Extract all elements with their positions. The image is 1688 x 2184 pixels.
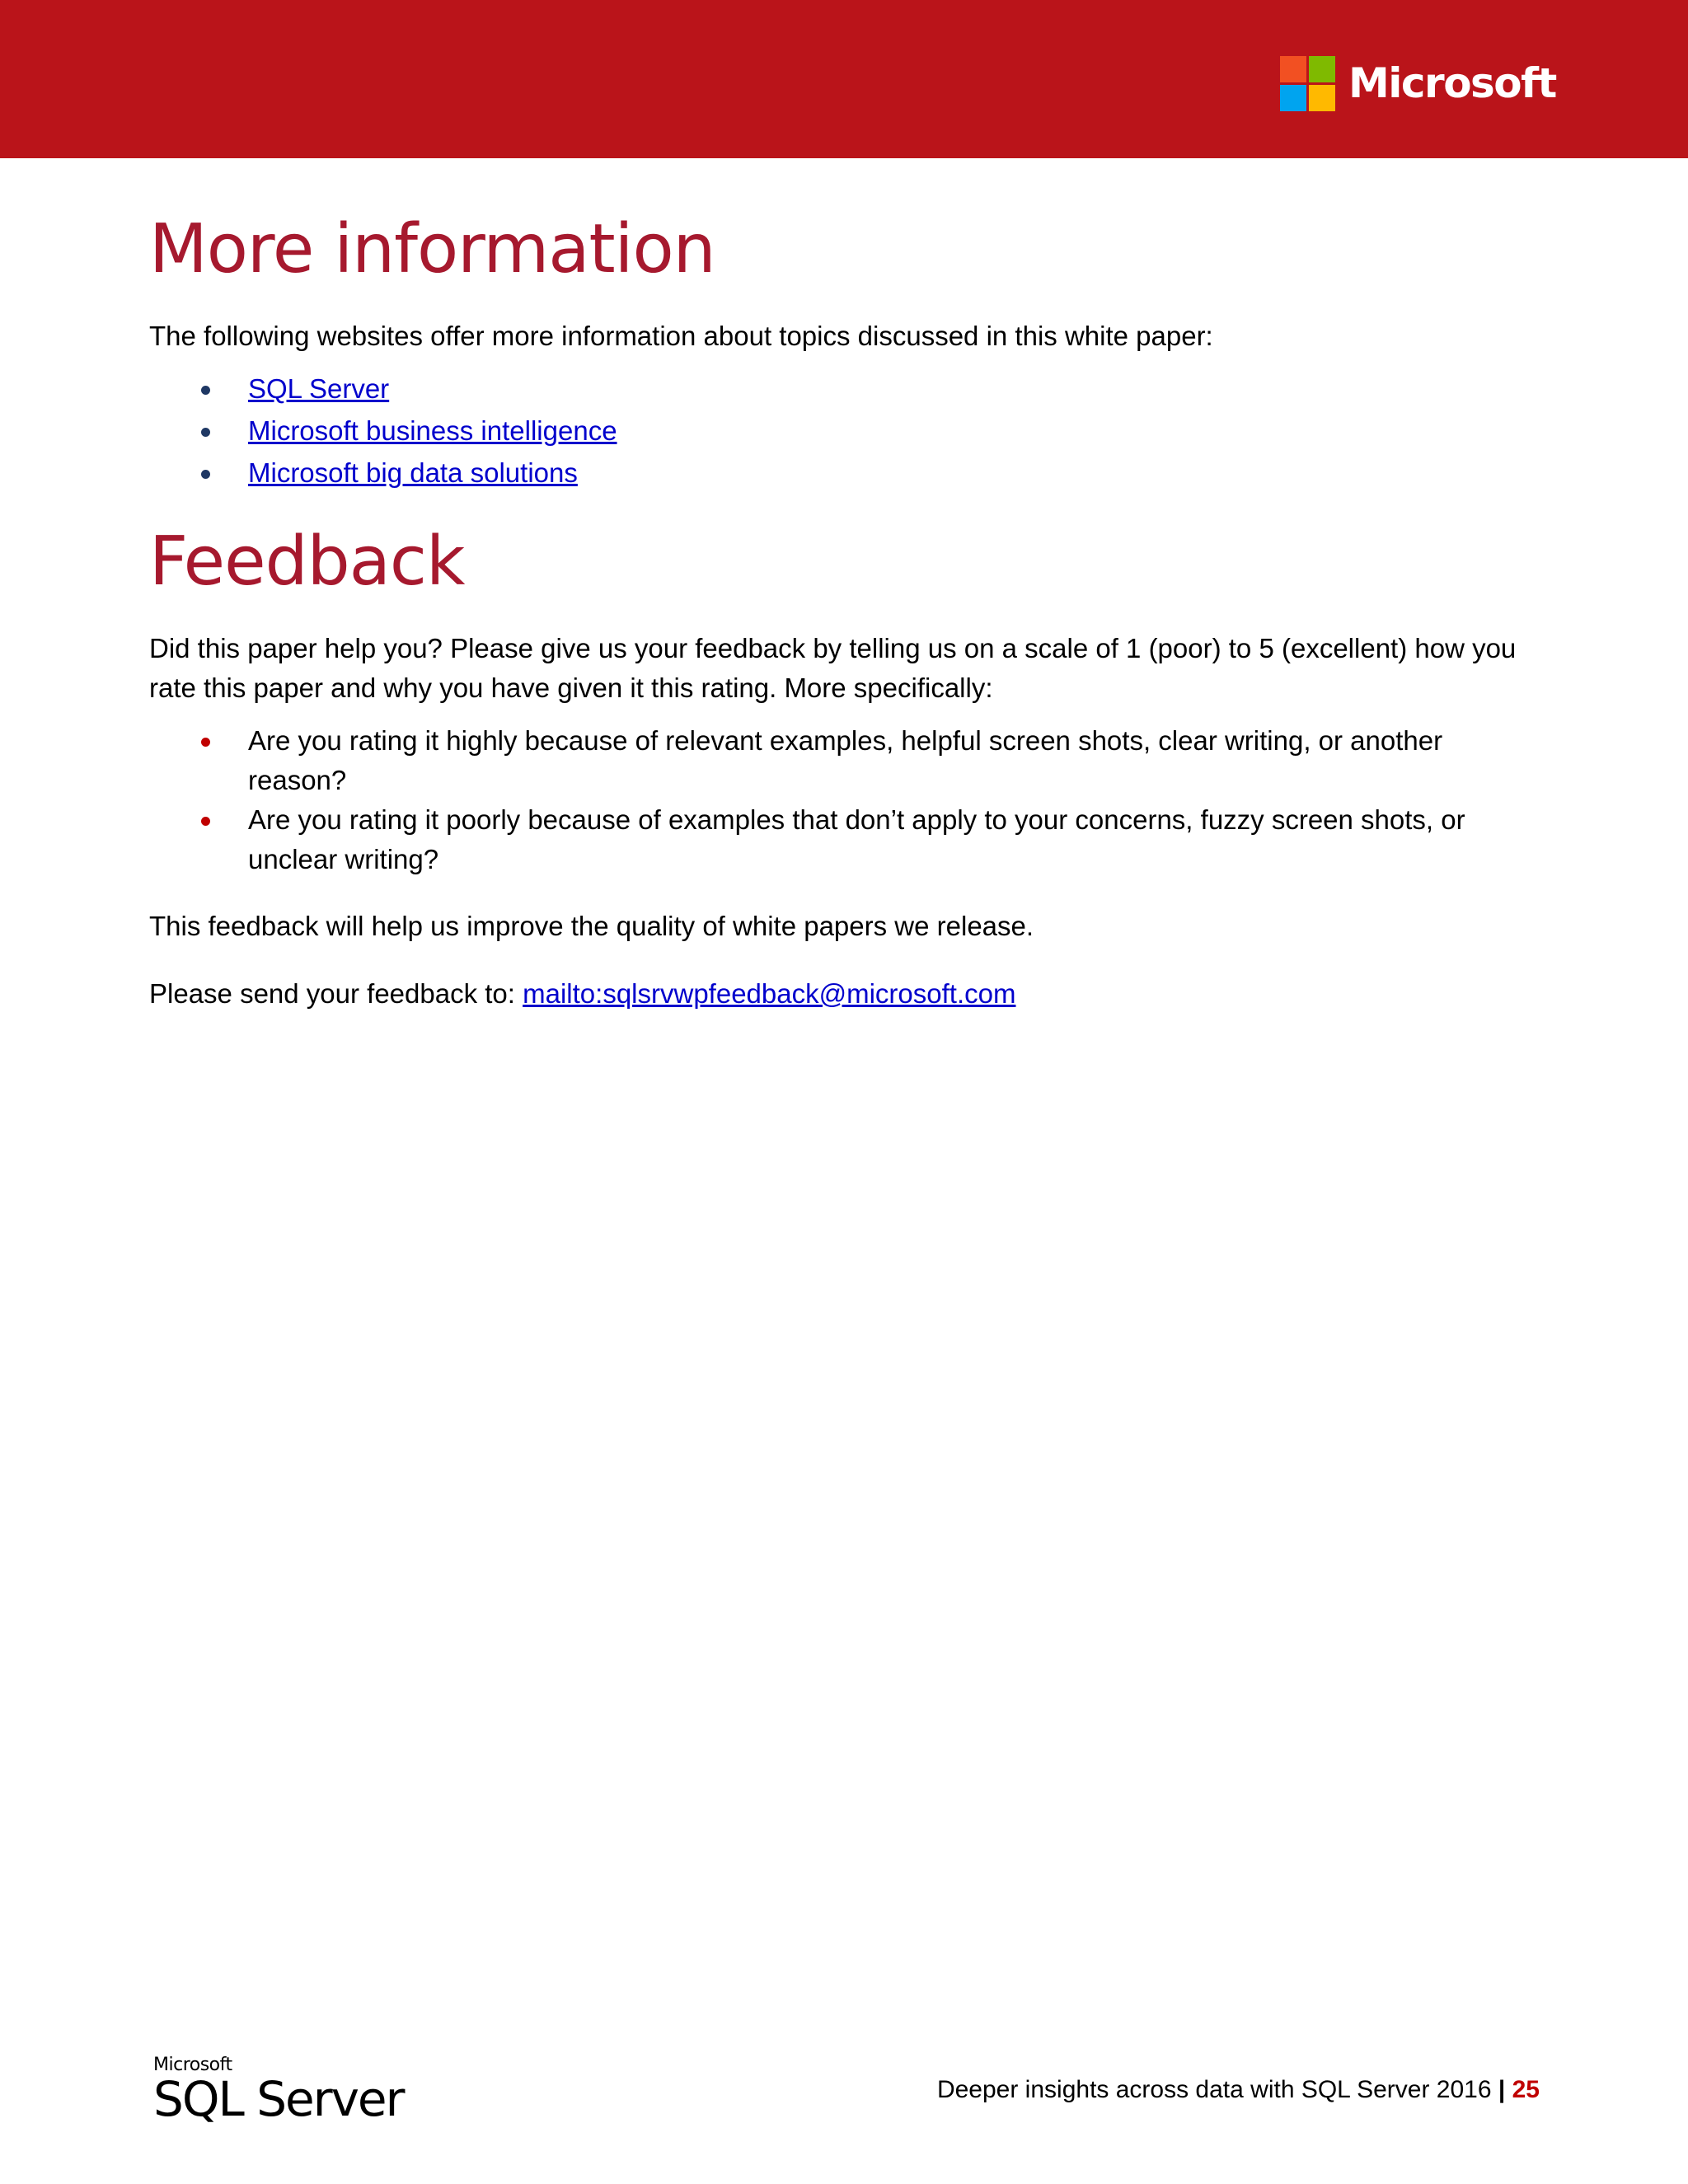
sql-server-logo-big-text: SQL Server [153,2071,404,2127]
microsoft-four-squares-icon [1280,56,1335,111]
page-number: 25 [1512,2076,1540,2103]
logo-square-green [1309,56,1335,82]
logo-square-blue [1280,85,1306,111]
feedback-email-link[interactable]: mailto:sqlsrvwpfeedback@microsoft.com [523,978,1016,1009]
footer-separator: | [1498,2076,1506,2103]
business-intelligence-link[interactable]: Microsoft business intelligence [248,415,617,446]
sql-server-link[interactable]: SQL Server [248,373,390,404]
header-band [0,0,1688,158]
bullet-icon [201,428,210,437]
footer-title: Deeper insights across data with SQL Server 2016 [936,2076,1492,2103]
logo-square-red [1280,56,1306,82]
feedback-bullets [149,721,1542,879]
sql-server-logo [153,2055,403,2125]
more-information-links [149,369,617,495]
feedback-send-prefix: Please send your feedback to: [149,978,523,1009]
sql-server-logo-small-text: Microsoft [153,2055,232,2075]
list-item [149,369,617,411]
list-item [149,453,617,495]
feedback-paragraph: Did this paper help you? Please give us your feedback by telling us on a scale of 1 (poor) to 5 (excellent) how you rate this paper and why you have given it this rating. More specifically: [149,633,1517,703]
big-data-solutions-link[interactable]: Microsoft big data solutions [248,457,578,488]
list-item [149,721,1542,800]
list-item [149,800,1542,879]
feedback-improve-text: This feedback will help us improve the quality of white papers we release. [149,911,1034,941]
bullet-icon [201,817,210,826]
logo-square-yellow [1309,85,1335,111]
bullet-icon [201,470,210,479]
bullet-icon [201,738,210,747]
footer-caption [937,2074,1540,2107]
more-information-intro: The following websites offer more information about topics discussed in this white paper: [149,321,1213,351]
list-item [149,411,617,453]
feedback-bullet-text: Are you rating it highly because of relevant examples, helpful screen shots, clear writing, or another reason? [248,725,1443,795]
microsoft-logo [1280,55,1556,111]
feedback-bullet-text: Are you rating it poorly because of examples that don’t apply to your concerns, fuzzy screen shots, or unclear writing? [248,804,1465,874]
feedback-send-line [149,974,1542,1014]
feedback-heading: Feedback [149,523,465,601]
bullet-icon [201,386,210,395]
microsoft-logo-text: Microsoft [1348,59,1556,107]
more-information-heading: More information [149,210,715,288]
